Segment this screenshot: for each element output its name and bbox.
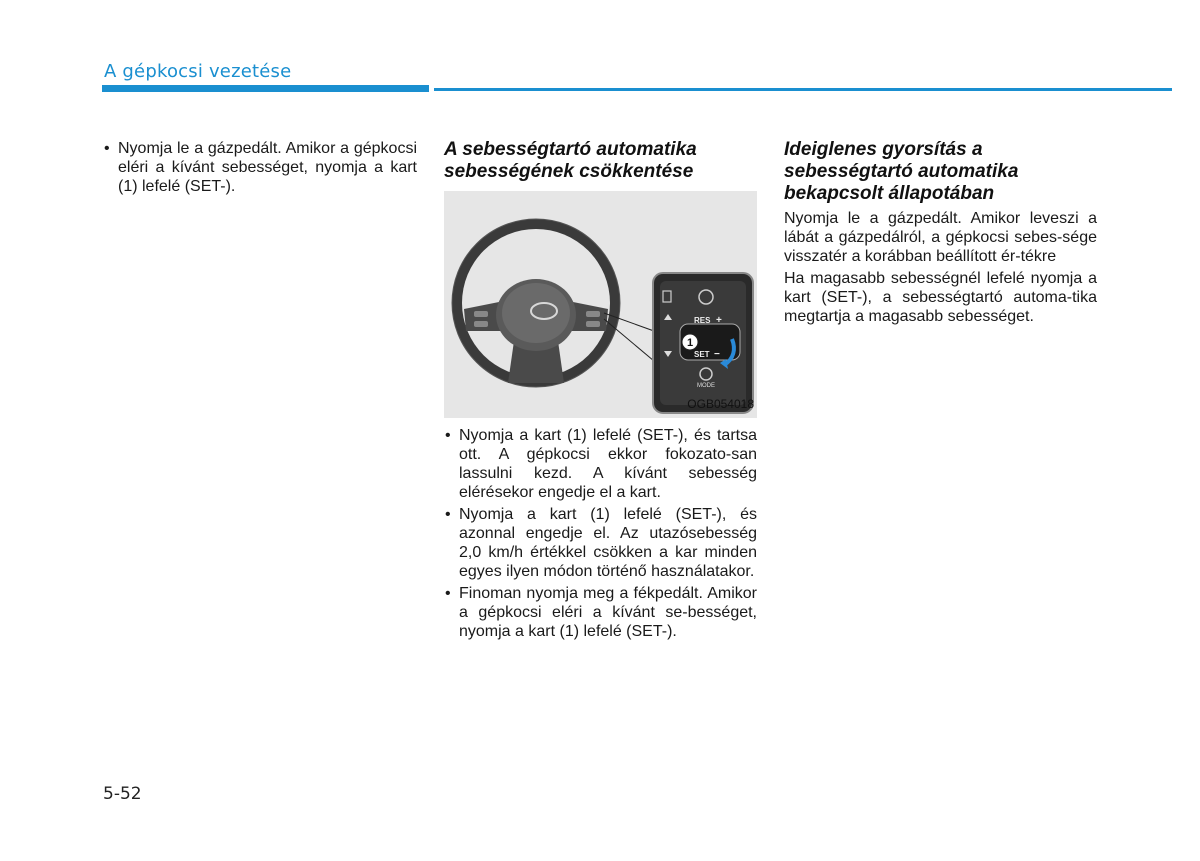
steering-wheel-illustration — [444, 191, 757, 418]
svg-text:+: + — [716, 315, 722, 326]
column-left — [103, 139, 417, 199]
svg-text:−: − — [714, 349, 720, 360]
bullet-item: • Nyomja a kart (1) lefelé (SET-), és azonnal engedje el. Az utazósebesség 2,0 km/h értékkel csökken a kar minden egyes ilyen módon történő használatakor. — [444, 505, 757, 581]
callout-number: 1 — [686, 337, 694, 349]
column-right — [784, 139, 1097, 329]
set-label: SET — [694, 350, 710, 359]
paragraph: Ha magasabb sebességnél lefelé nyomja a kart (SET-), a sebességtartó automa-tika megtartja a magasabb sebességet. — [784, 270, 1097, 325]
section-heading: A sebességtartó automatika sebességének csökkentése — [444, 139, 697, 182]
page-number: 5-52 — [103, 784, 142, 804]
bullet-item: • Nyomja le a gázpedált. Amikor a gépkocsi eléri a kívánt sebességet, nyomja a kart (1) lefelé (SET-). — [103, 139, 417, 196]
res-label: RES — [694, 316, 711, 325]
figure-caption: OGB054018 — [687, 397, 754, 411]
bullet-item: • Nyomja a kart (1) lefelé (SET-), és tartsa ott. A gépkocsi ekkor fokozato-san lassulni kezd. A kívánt sebesség elérésekor engedje el a kart. — [444, 426, 757, 502]
column-middle — [444, 139, 757, 644]
bullet-list — [103, 139, 417, 196]
bullet-list — [444, 426, 757, 641]
section-title: A gépkocsi vezetése — [104, 61, 292, 82]
steering-wheel-figure — [444, 191, 757, 418]
bullet-item: • Finoman nyomja meg a fékpedált. Amikor a gépkocsi eléri a kívánt se-bességet, nyomja a kart (1) lefelé (SET-). — [444, 584, 757, 641]
section-heading: Ideiglenes gyorsítás a sebességtartó automatika bekapcsolt állapotában — [784, 139, 1019, 204]
header-rule-thin — [434, 88, 1172, 91]
mode-label: MODE — [697, 383, 715, 389]
paragraph: Nyomja le a gázpedált. Amikor leveszi a lábát a gázpedálról, a gépkocsi sebes-sége visszatér a korábban beállított ér-tékre — [784, 210, 1097, 265]
header-rule-thick — [102, 85, 429, 92]
